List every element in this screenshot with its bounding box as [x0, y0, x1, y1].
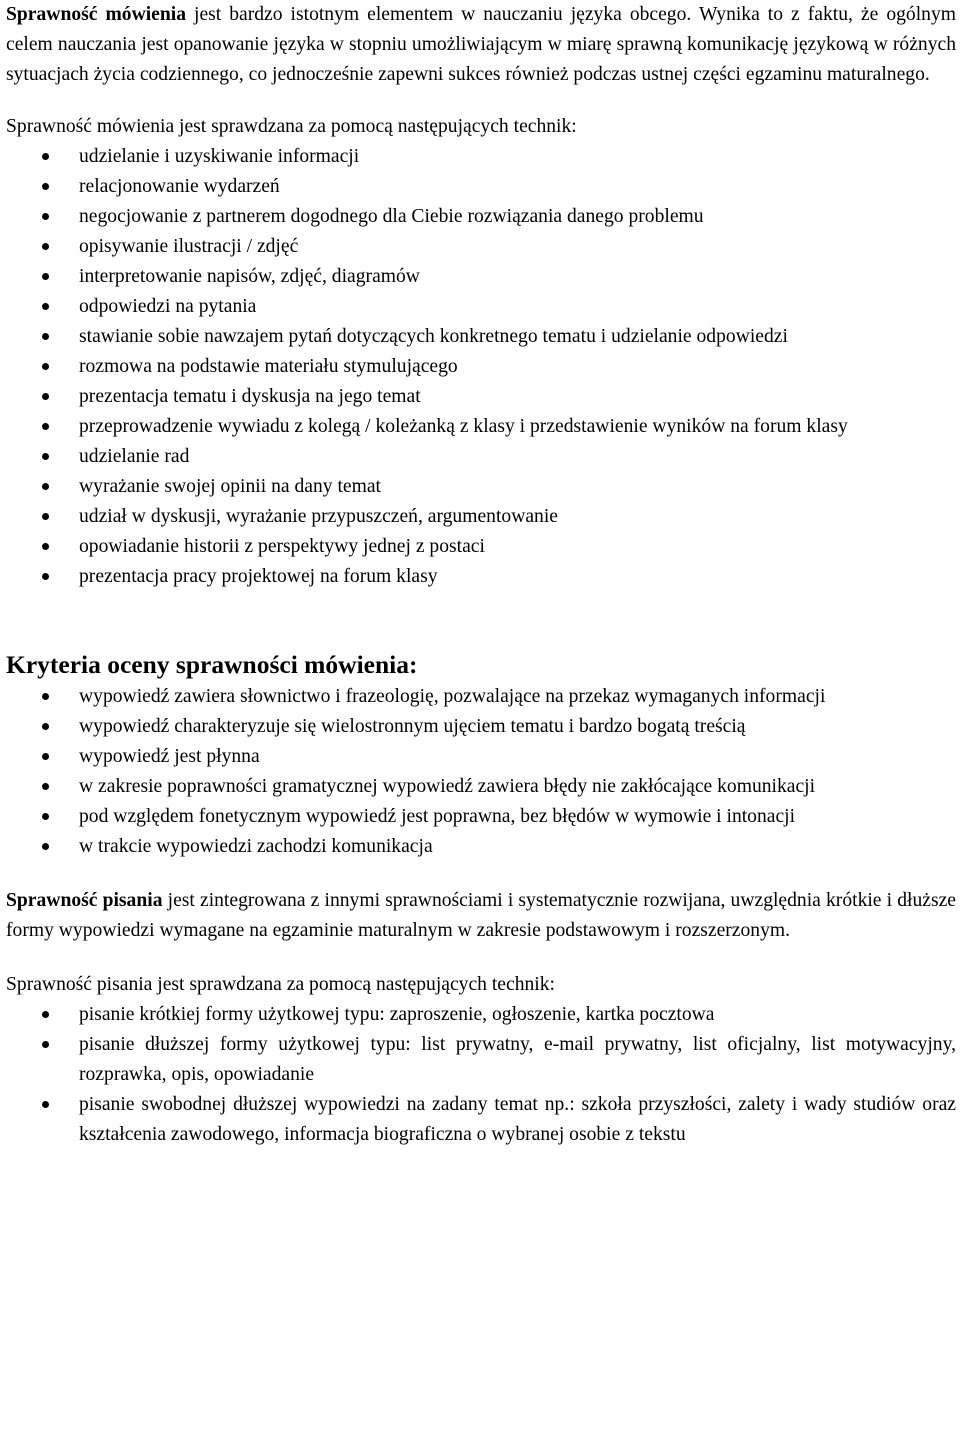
- list-item: opisywanie ilustracji / zdjęć: [6, 232, 956, 262]
- speaking-techniques-lead: Sprawność mówienia jest sprawdzana za pomocą następujących technik:: [6, 116, 577, 137]
- list-item: przeprowadzenie wywiadu z kolegą / koleżanką z klasy i przedstawienie wyników na forum klasy: [6, 412, 956, 442]
- list-item: udzielanie i uzyskiwanie informacji: [6, 142, 956, 172]
- list-item: pisanie dłuższej formy użytkowej typu: list prywatny, e-mail prywatny, list oficjalny, list motywacyjny, rozprawka, opis, opowiadanie: [6, 1030, 956, 1090]
- list-item: relacjonowanie wydarzeń: [6, 172, 956, 202]
- list-item: pod względem fonetycznym wypowiedź jest poprawna, bez błędów w wymowie i intonacji: [6, 802, 956, 832]
- list-item: pisanie krótkiej formy użytkowej typu: zaproszenie, ogłoszenie, kartka pocztowa: [6, 1000, 956, 1030]
- list-item: udzielanie rad: [6, 442, 956, 472]
- list-item: wyrażanie swojej opinii na dany temat: [6, 472, 956, 502]
- document-page: [6, 0, 956, 1150]
- list-item: opowiadanie historii z perspektywy jednej z postaci: [6, 532, 956, 562]
- speaking-techniques-list: [6, 142, 956, 592]
- list-item: pisanie swobodnej dłuższej wypowiedzi na zadany temat np.: szkoła przyszłości, zalety i wady studiów oraz kształcenia zawodowego, informacja biograficzna o wybranej osobie z tekstu: [6, 1090, 956, 1150]
- criteria-list: [6, 682, 956, 862]
- list-item: interpretowanie napisów, zdjęć, diagramów: [6, 262, 956, 292]
- list-item: stawianie sobie nawzajem pytań dotyczących konkretnego tematu i udzielanie odpowiedzi: [6, 322, 956, 352]
- list-item: w zakresie poprawności gramatycznej wypowiedź zawiera błędy nie zakłócające komunikacji: [6, 772, 956, 802]
- list-item: udział w dyskusji, wyrażanie przypuszczeń, argumentowanie: [6, 502, 956, 532]
- speaking-intro-bold: Sprawność mówienia: [6, 4, 187, 25]
- list-item: rozmowa na podstawie materiału stymulującego: [6, 352, 956, 382]
- list-item: w trakcie wypowiedzi zachodzi komunikacja: [6, 832, 956, 862]
- list-item: prezentacja pracy projektowej na forum klasy: [6, 562, 956, 592]
- list-item: odpowiedzi na pytania: [6, 292, 956, 322]
- writing-intro-text: jest zintegrowana z innymi sprawnościami i systematycznie rozwijana, uwzględnia krótkie i dłuższe formy wypowiedzi wymagane na egzaminie maturalnym w zakresie podstawowym i rozszerzonym.: [6, 890, 956, 941]
- criteria-heading: Kryteria oceny sprawności mówienia:: [6, 650, 418, 679]
- list-item: wypowiedź jest płynna: [6, 742, 956, 772]
- writing-intro-bold: Sprawność pisania: [6, 890, 163, 911]
- list-item: negocjowanie z partnerem dogodnego dla Ciebie rozwiązania danego problemu: [6, 202, 956, 232]
- writing-techniques-lead: Sprawność pisania jest sprawdzana za pomocą następujących technik:: [6, 974, 555, 995]
- list-item: wypowiedź charakteryzuje się wielostronnym ujęciem tematu i bardzo bogatą treścią: [6, 712, 956, 742]
- writing-techniques-list: [6, 1000, 956, 1150]
- writing-intro-paragraph: [6, 886, 956, 946]
- list-item: wypowiedź zawiera słownictwo i frazeologię, pozwalające na przekaz wymaganych informacji: [6, 682, 956, 712]
- speaking-intro-text: jest bardzo istotnym elementem w nauczaniu języka obcego. Wynika to z faktu, że ogólnym celem nauczania jest opanowanie języka w stopniu umożliwiającym w miarę sprawną komunikację językową w różnych sytuacjach życia codziennego, co jednocześnie zapewni sukces również podczas ustnej części egzaminu maturalnego.: [6, 4, 956, 85]
- speaking-intro-paragraph: [6, 0, 956, 90]
- list-item: prezentacja tematu i dyskusja na jego temat: [6, 382, 956, 412]
